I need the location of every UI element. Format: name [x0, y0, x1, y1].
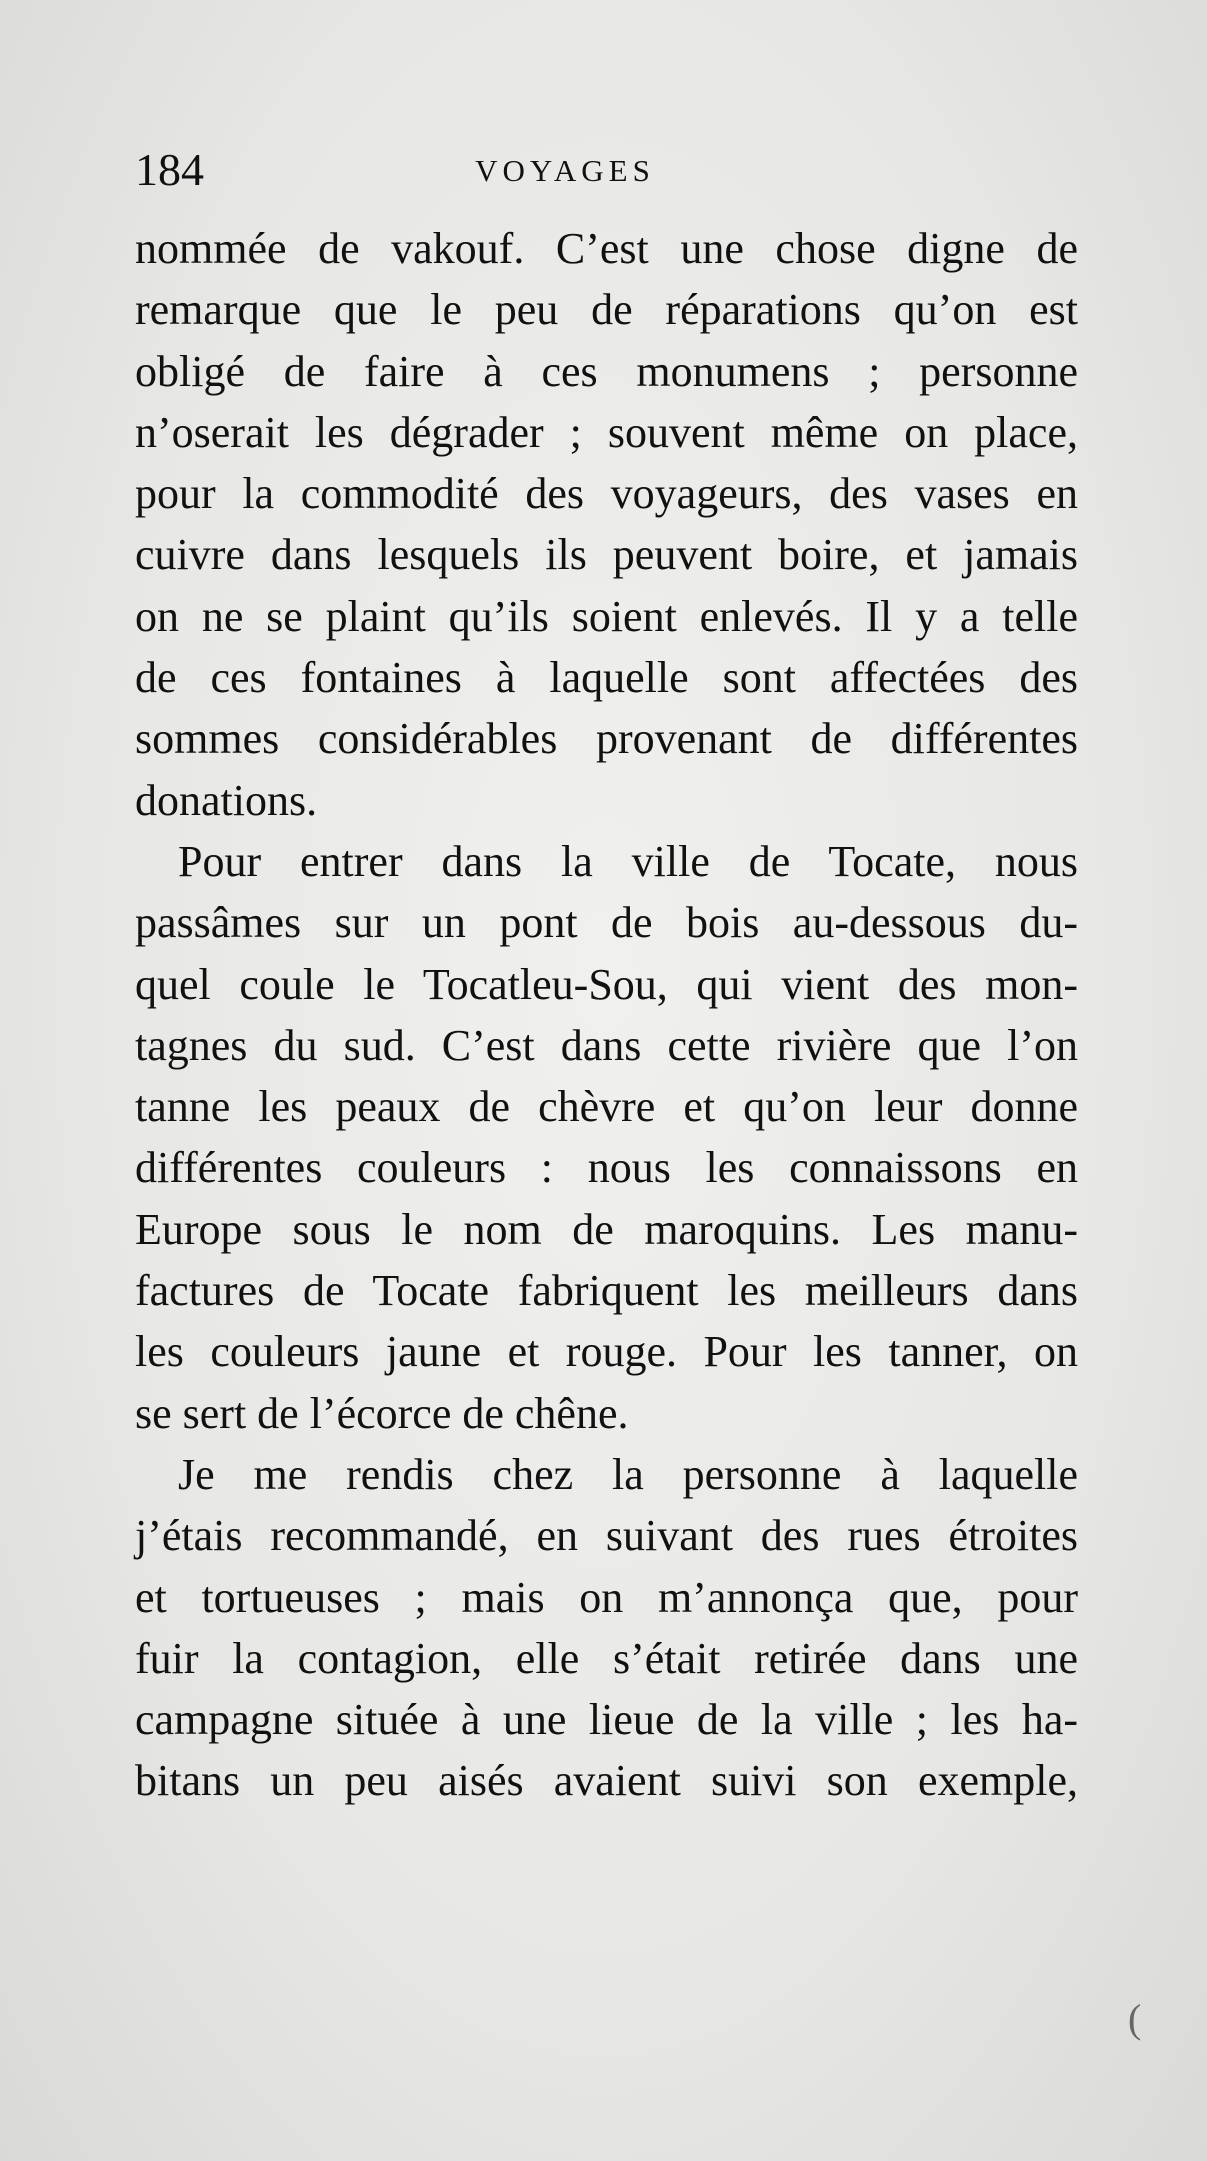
text-line: campagne située à une lieue de la ville ; les ha-: [135, 1695, 1078, 1745]
text-line: remarque que le peu de réparations qu’on est: [135, 285, 1078, 335]
page-header: [135, 140, 1085, 200]
text-line: Europe sous le nom de maroquins. Les manu-: [135, 1204, 1078, 1254]
text-line: de ces fontaines à laquelle sont affectées des: [135, 653, 1078, 703]
text-line: se sert de l’écorce de chêne.: [135, 1388, 629, 1438]
body-text: [135, 218, 1078, 1812]
text-line: quel coule le Tocatleu-Sou, qui vient des mon-: [135, 959, 1078, 1009]
text-line: j’étais recommandé, en suivant des rues étroites: [135, 1511, 1078, 1561]
text-line: sommes considérables provenant de différentes: [135, 714, 1078, 764]
text-line: n’oserait les dégrader ; souvent même on place,: [135, 407, 1078, 457]
text-line: nommée de vakouf. C’est une chose digne de: [135, 224, 1078, 273]
text-line: cuivre dans lesquels ils peuvent boire, et jamais: [135, 530, 1078, 580]
paragraph-first-line: Je me rendis chez la personne à laquelle: [178, 1449, 1078, 1499]
page-number: 184: [135, 144, 204, 195]
page-edge-mark: (: [1128, 1996, 1142, 2041]
text-line: pour la commodité des voyageurs, des vases en: [135, 469, 1078, 519]
text-line: les couleurs jaune et rouge. Pour les tanner, on: [135, 1327, 1078, 1377]
paragraph-first-line: Pour entrer dans la ville de Tocate, nous: [178, 836, 1078, 886]
text-line: factures de Tocate fabriquent les meilleurs dans: [135, 1266, 1078, 1316]
text-line: différentes couleurs : nous les connaissons en: [135, 1143, 1078, 1193]
text-line: passâmes sur un pont de bois au-dessous du-: [135, 898, 1078, 948]
running-title: VOYAGES: [475, 153, 655, 188]
text-line: et tortueuses ; mais on m’annonça que, pour: [135, 1572, 1078, 1622]
text-line: on ne se plaint qu’ils soient enlevés. Il y a telle: [135, 591, 1078, 641]
text-line: tanne les peaux de chèvre et qu’on leur donne: [135, 1082, 1078, 1132]
text-line: bitans un peu aisés avaient suivi son exemple,: [135, 1756, 1078, 1806]
text-line: tagnes du sud. C’est dans cette rivière que l’on: [135, 1020, 1078, 1070]
text-line: obligé de faire à ces monumens ; personne: [135, 346, 1078, 396]
text-line: donations.: [135, 775, 318, 825]
text-line: fuir la contagion, elle s’était retirée dans une: [135, 1633, 1078, 1683]
